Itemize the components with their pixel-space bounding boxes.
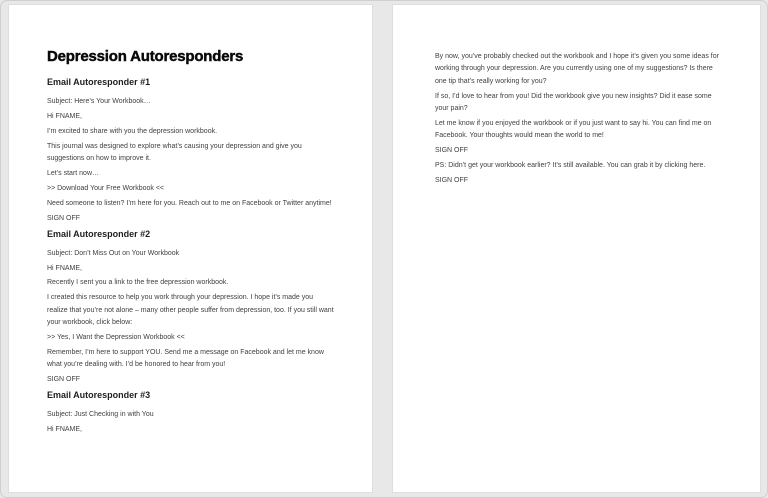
download-link-line: >> Yes, I Want the Depression Workbook << xyxy=(47,334,185,342)
body-paragraph: This journal was designed to explore what’s causing your depression and give you suggestions on how to improve it. xyxy=(47,142,302,163)
sign-off-placeholder: SIGN OFF xyxy=(47,214,81,222)
body-paragraph: Let me know if you enjoyed the workbook or if you just want to say hi. You can find me on Facebook. Your thoughts would mean the world to me! xyxy=(435,120,712,140)
subject-line-2: Subject: Don’t Miss Out on Your Workbook xyxy=(47,249,180,257)
subject-line-3: Subject: Just Checking in with You xyxy=(47,411,154,419)
heading-email-autoresponder-2: Email Autoresponder #2 xyxy=(47,228,151,239)
greeting-line: Hi FNAME, xyxy=(47,426,82,434)
heading-email-autoresponder-3: Email Autoresponder #3 xyxy=(47,390,151,401)
body-paragraph: Remember, I’m here to support YOU. Send me a message on Facebook and let me know what you’re dealing with. I’d be honored to hear from you! xyxy=(47,349,324,369)
postscript-line: PS: Didn’t get your workbook earlier? It’s still available. You can grab it by clicking here. xyxy=(435,162,706,170)
body-paragraph: Need someone to listen? I’m here for you. Reach out to me on Facebook or Twitter anytime! xyxy=(47,199,332,207)
body-paragraph: Let’s start now… xyxy=(47,170,100,178)
document-title: Depression Autoresponders xyxy=(47,48,244,65)
body-paragraph: I’m excited to share with you the depression workbook. xyxy=(47,127,218,135)
download-link-line: >> Download Your Free Workbook << xyxy=(47,184,165,192)
sign-off-placeholder: SIGN OFF xyxy=(435,147,469,155)
page-2-content xyxy=(393,5,760,188)
subject-line-1: Subject: Here’s Your Workbook… xyxy=(47,98,151,105)
document-page-2[interactable] xyxy=(392,4,761,493)
sign-off-placeholder: SIGN OFF xyxy=(435,177,469,185)
page-1-content xyxy=(9,5,372,437)
body-paragraph: Recently I sent you a link to the free depression workbook. xyxy=(47,279,229,287)
document-page-1[interactable] xyxy=(8,4,373,493)
greeting-line: Hi FNAME, xyxy=(47,112,82,120)
heading-email-autoresponder-1: Email Autoresponder #1 xyxy=(47,77,151,87)
body-paragraph: I created this resource to help you work through your depression. I hope it’s made you realize that you’re not alone – many other people suffer from depression, too. If you still want your workbook, click below: xyxy=(47,294,334,327)
greeting-line: Hi FNAME, xyxy=(47,264,82,272)
sign-off-placeholder: SIGN OFF xyxy=(47,376,81,384)
body-paragraph: If so, I’d love to hear from you! Did the workbook give you new insights? Did it ease some your pain? xyxy=(435,92,712,113)
body-paragraph: By now, you’ve probably checked out the workbook and I hope it’s given you some ideas for working through your depression. Are you currently using one of my suggestions? Is there one tip that’s really working for you? xyxy=(435,53,719,85)
